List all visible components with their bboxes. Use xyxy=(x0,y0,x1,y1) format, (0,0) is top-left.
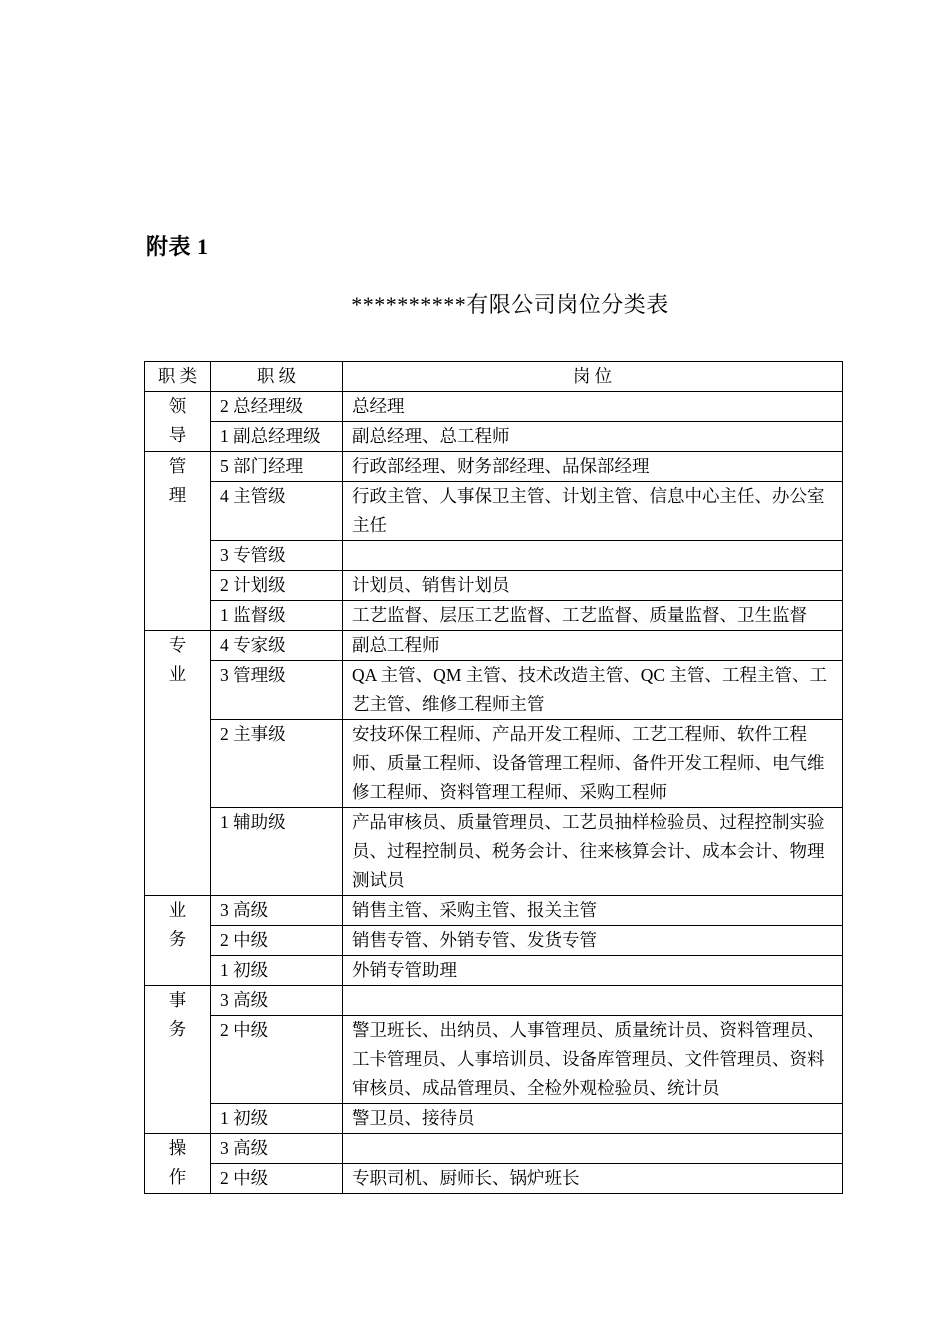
level-cell: 1 初级 xyxy=(211,1104,343,1134)
category-cell xyxy=(145,452,211,631)
table-row xyxy=(145,541,843,571)
table-row xyxy=(145,601,843,631)
table-row xyxy=(145,1164,843,1194)
table-row xyxy=(145,571,843,601)
category-cell xyxy=(145,392,211,452)
table-header-row xyxy=(145,362,843,392)
header-level: 职 级 xyxy=(211,362,343,392)
table-row xyxy=(145,956,843,986)
category-cell xyxy=(145,631,211,896)
table-row xyxy=(145,661,843,720)
level-cell: 2 中级 xyxy=(211,1016,343,1104)
level-cell: 1 初级 xyxy=(211,956,343,986)
table-row xyxy=(145,482,843,541)
table-body xyxy=(145,392,843,1194)
page-title: **********有限公司岗位分类表 xyxy=(351,292,669,317)
table-row xyxy=(145,392,843,422)
position-cell: 销售主管、采购主管、报关主管 xyxy=(343,896,843,926)
category-label: 领导 xyxy=(168,396,187,445)
appendix-label: 附表 1 xyxy=(146,234,209,259)
position-cell: 销售专管、外销专管、发货专管 xyxy=(343,926,843,956)
level-cell: 5 部门经理 xyxy=(211,452,343,482)
position-cell xyxy=(343,1134,843,1164)
category-label: 管理 xyxy=(168,456,187,505)
level-cell: 2 中级 xyxy=(211,926,343,956)
table-row xyxy=(145,1016,843,1104)
position-cell: 行政部经理、财务部经理、品保部经理 xyxy=(343,452,843,482)
position-cell: 副总经理、总工程师 xyxy=(343,422,843,452)
position-cell xyxy=(343,986,843,1016)
level-cell: 3 高级 xyxy=(211,1134,343,1164)
header-category: 职 类 xyxy=(145,362,211,392)
level-cell: 4 专家级 xyxy=(211,631,343,661)
header-position: 岗 位 xyxy=(343,362,843,392)
table-row xyxy=(145,452,843,482)
position-cell: 计划员、销售计划员 xyxy=(343,571,843,601)
category-cell xyxy=(145,1134,211,1194)
level-cell: 1 监督级 xyxy=(211,601,343,631)
position-classification-table xyxy=(144,361,843,1194)
level-cell: 3 专管级 xyxy=(211,541,343,571)
position-cell: QA 主管、QM 主管、技术改造主管、QC 主管、工程主管、工艺主管、维修工程师主管 xyxy=(343,661,843,720)
table-row xyxy=(145,422,843,452)
category-label: 业务 xyxy=(168,900,187,949)
table-row xyxy=(145,631,843,661)
level-cell: 2 总经理级 xyxy=(211,392,343,422)
table-row xyxy=(145,1134,843,1164)
position-cell: 警卫员、接待员 xyxy=(343,1104,843,1134)
level-cell: 4 主管级 xyxy=(211,482,343,541)
position-cell: 安技环保工程师、产品开发工程师、工艺工程师、软件工程师、质量工程师、设备管理工程师、备件开发工程师、电气维修工程师、资料管理工程师、采购工程师 xyxy=(343,720,843,808)
level-cell: 3 管理级 xyxy=(211,661,343,720)
position-cell xyxy=(343,541,843,571)
category-label: 专业 xyxy=(168,635,187,684)
table-row xyxy=(145,808,843,896)
level-cell: 1 辅助级 xyxy=(211,808,343,896)
table-row xyxy=(145,896,843,926)
category-cell xyxy=(145,986,211,1134)
category-label: 事务 xyxy=(168,990,187,1039)
position-cell: 产品审核员、质量管理员、工艺员抽样检验员、过程控制实验员、过程控制员、税务会计、往来核算会计、成本会计、物理测试员 xyxy=(343,808,843,896)
level-cell: 1 副总经理级 xyxy=(211,422,343,452)
table-row xyxy=(145,926,843,956)
category-cell xyxy=(145,896,211,986)
position-cell: 总经理 xyxy=(343,392,843,422)
position-cell: 行政主管、人事保卫主管、计划主管、信息中心主任、办公室主任 xyxy=(343,482,843,541)
position-cell: 警卫班长、出纳员、人事管理员、质量统计员、资料管理员、工卡管理员、人事培训员、设备库管理员、文件管理员、资料审核员、成品管理员、全检外观检验员、统计员 xyxy=(343,1016,843,1104)
position-cell: 专职司机、厨师长、锅炉班长 xyxy=(343,1164,843,1194)
category-label: 操作 xyxy=(168,1138,187,1187)
level-cell: 2 计划级 xyxy=(211,571,343,601)
level-cell: 3 高级 xyxy=(211,986,343,1016)
level-cell: 3 高级 xyxy=(211,896,343,926)
table-row xyxy=(145,986,843,1016)
position-cell: 外销专管助理 xyxy=(343,956,843,986)
position-cell: 副总工程师 xyxy=(343,631,843,661)
table-row xyxy=(145,1104,843,1134)
position-cell: 工艺监督、层压工艺监督、工艺监督、质量监督、卫生监督 xyxy=(343,601,843,631)
level-cell: 2 主事级 xyxy=(211,720,343,808)
level-cell: 2 中级 xyxy=(211,1164,343,1194)
table-row xyxy=(145,720,843,808)
